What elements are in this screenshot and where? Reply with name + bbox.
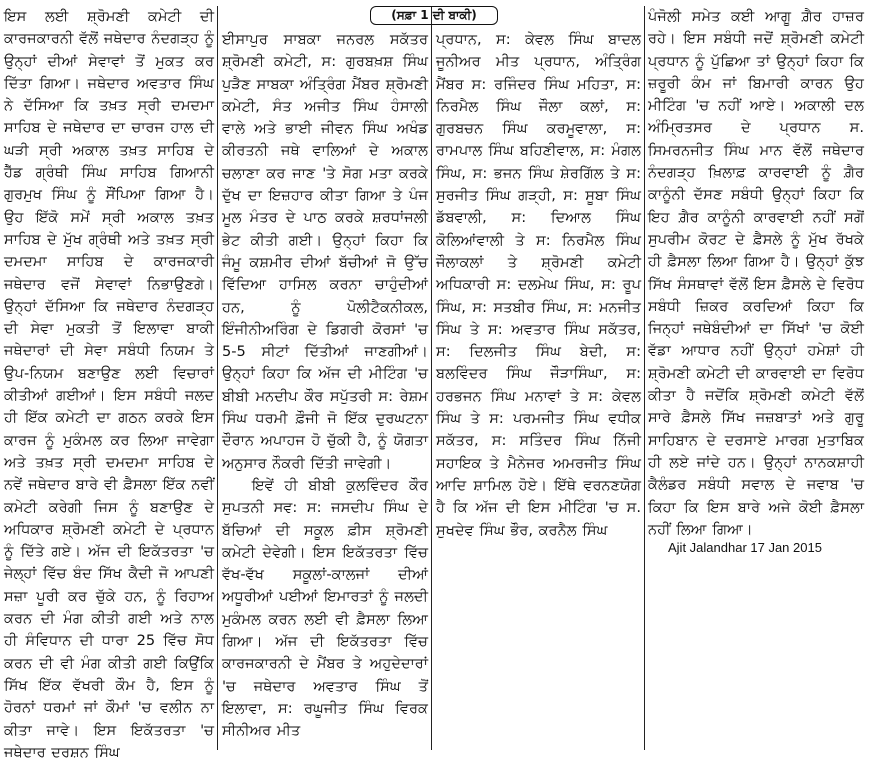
continued-from-page-label: (ਸਫ਼ਾ 1 ਦੀ ਬਾਕੀ) (370, 6, 498, 25)
article-column-2 (222, 29, 428, 749)
paragraph: ਈਸਾਪੁਰ ਸਾਬਕਾ ਜਨਰਲ ਸਕੱਤਰ ਸ਼੍ਰੋਮਣੀ ਕਮੇਟੀ, ਸ: ਗੁਰਬਖ਼ਸ਼ ਸਿੰਘ ਪੁੜੈਣ ਸਾਬਕਾ ਅੰਤ੍ਰਿੰਗ ਮੈਂਬਰ ਸ਼੍ਰੋਮਣੀ ਕਮੇਟੀ, ਸੰਤ ਅਜੀਤ ਸਿੰਘ ਹੰਸਾਲੀ ਵਾਲੇ ਅਤੇ ਭਾਈ ਜੀਵਨ ਸਿੰਘ ਅਖੰਡ ਕੀਰਤਨੀ ਜਥੇ ਵਾਲਿਆਂ ਦੇ ਅਕਾਲ ਚਲਾਣਾ ਕਰ ਜਾਣ 'ਤੇ ਸੋਗ ਮਤਾ ਕਰਕੇ ਦੁੱਖ ਦਾ ਇਜ਼ਹਾਰ ਕੀਤਾ ਗਿਆ ਤੇ ਪੰਜ ਮੂਲ ਮੰਤਰ ਦੇ ਪਾਠ ਕਰਕੇ ਸ਼ਰਧਾਂਜਲੀ ਭੇਟ ਕੀਤੀ ਗਈ। ਉਨ੍ਹਾਂ ਕਿਹਾ ਕਿ ਜੰਮੂ ਕਸ਼ਮੀਰ ਦੀਆਂ ਬੱਚੀਆਂ ਜੋ ਉੱਚ ਵਿੱਦਿਆ ਹਾਸਿਲ ਕਰਨਾ ਚਾਹੁੰਦੀਆਂ ਹਨ, ਨੂੰ ਪੋਲੀਟੈਕਨੀਕਲ, ਇੰਜੀਨੀਅਰਿੰਗ ਦੇ ਡਿਗਰੀ ਕੋਰਸਾਂ 'ਚ 5-5 ਸੀਟਾਂ ਦਿੱਤੀਆਂ ਜਾਣਗੀਆਂ। ਉਨ੍ਹਾਂ ਕਿਹਾ ਕਿ ਅੱਜ ਦੀ ਮੀਟਿੰਗ 'ਚ ਬੀਬੀ ਮਨਦੀਪ ਕੌਰ ਸਪੁੱਤਰੀ ਸ: ਰੇਸ਼ਮ ਸਿੰਘ ਧਰਮੀ ਫ਼ੌਜੀ ਜੋ ਇੱਕ ਦੁਰਘਟਨਾ ਦੌਰਾਨ ਅਪਾਹਜ ਹੋ ਚੁੱਕੀ ਹੈ, ਨੂੰ ਯੋਗਤਾ ਅਨੁਸਾਰ ਨੌਕਰੀ ਦਿੱਤੀ ਜਾਵੇਗੀ। (222, 31, 428, 472)
paragraph: ਇਵੇਂ ਹੀ ਬੀਬੀ ਕੁਲਵਿੰਦਰ ਕੌਰ ਸੁਪਤਨੀ ਸਵ: ਸ: ਜਸਦੀਪ ਸਿੰਘ ਦੇ ਬੱਚਿਆਂ ਦੀ ਸਕੂਲ ਫ਼ੀਸ ਸ਼੍ਰੋਮਣੀ ਕਮੇਟੀ ਦੇਵੇਗੀ। ਇਸ ਇਕੱਤਰਤਾ ਵਿੱਚ ਵੱਖ-ਵੱਖ ਸਕੂਲਾਂ-ਕਾਲਜਾਂ ਦੀਆਂ ਅਧੂਰੀਆਂ ਪਈਆਂ ਇਮਾਰਤਾਂ ਨੂੰ ਜਲਦੀ ਮੁਕੰਮਲ ਕਰਨ ਲਈ ਵੀ ਫ਼ੈਸਲਾ ਲਿਆ ਗਿਆ। ਅੱਜ ਦੀ ਇਕੱਤਰਤਾ ਵਿੱਚ ਕਾਰਜਕਾਰਨੀ ਦੇ ਮੈਂਬਰ ਤੇ ਅਹੁਦੇਦਾਰਾਂ 'ਚ ਜਥੇਦਾਰ ਅਵਤਾਰ ਸਿੰਘ ਤੋਂ ਇਲਾਵਾ, ਸ: ਰਘੂਜੀਤ ਸਿੰਘ ਵਿਰਕ ਸੀਨੀਅਰ ਮੀਤ (222, 476, 428, 740)
paragraph: ਪ੍ਰਧਾਨ, ਸ: ਕੇਵਲ ਸਿੰਘ ਬਾਦਲ ਜੂਨੀਅਰ ਮੀਤ ਪ੍ਰਧਾਨ, ਅੰਤ੍ਰਿੰਗ ਮੈਂਬਰ ਸ: ਰਜਿੰਦਰ ਸਿੰਘ ਮਹਿਤਾ, ਸ: ਨਿਰਮੈਲ ਸਿੰਘ ਜੌਲਾ ਕਲਾਂ, ਸ: ਗੁਰਬਚਨ ਸਿੰਘ ਕਰਮੂਵਾਲਾ, ਸ: ਰਾਮਪਾਲ ਸਿੰਘ ਬਹਿਣੀਵਾਲ, ਸ: ਮੰਗਲ ਸਿੰਘ, ਸ: ਭਜਨ ਸਿੰਘ ਸ਼ੇਰਗਿੱਲ ਤੇ ਸ: ਸੁਰਜੀਤ ਸਿੰਘ ਗੜ੍ਹੀ, ਸ: ਸੂਬਾ ਸਿੰਘ ਡੱਬਵਾਲੀ, ਸ: ਦਿਆਲ ਸਿੰਘ ਕੋਲਿਆਂਵਾਲੀ ਤੇ ਸ: ਨਿਰਮੈਲ ਸਿੰਘ ਜੌਲਾਕਲਾਂ ਤੇ ਸ਼੍ਰੋਮਣੀ ਕਮੇਟੀ ਅਧਿਕਾਰੀ ਸ: ਦਲਮੇਘ ਸਿੰਘ, ਸ: ਰੂਪ ਸਿੰਘ, ਸ: ਸਤਬੀਰ ਸਿੰਘ, ਸ: ਮਨਜੀਤ ਸਿੰਘ ਤੇ ਸ: ਅਵਤਾਰ ਸਿੰਘ ਸਕੱਤਰ, ਸ: ਦਿਲਜੀਤ ਸਿੰਘ ਬੇਦੀ, ਸ: ਬਲਵਿੰਦਰ ਸਿੰਘ ਜੌੜਾਸਿੰਘਾ, ਸ: ਹਰਭਜਨ ਸਿੰਘ ਮਨਾਵਾਂ ਤੇ ਸ: ਕੇਵਲ ਸਿੰਘ ਤੇ ਸ: ਪਰਮਜੀਤ ਸਿੰਘ ਵਧੀਕ ਸਕੱਤਰ, ਸ: ਸਤਿੰਦਰ ਸਿੰਘ ਨਿੱਜੀ ਸਹਾਇਕ ਤੇ ਮੈਨੇਜਰ ਅਮਰਜੀਤ ਸਿੰਘ ਆਦਿ ਸ਼ਾਮਿਲ ਹੋਏ। ਇੱਥੇ ਵਰਨਣਯੋਗ ਹੈ ਕਿ ਅੱਜ ਦੀ ਇਸ ਮੀਟਿੰਗ 'ਚ ਸ. ਸੁਖਦੇਵ ਸਿੰਘ ਭੌਰ, ਕਰਨੈਲ ਸਿੰਘ (436, 31, 641, 539)
article-column-1 (4, 6, 214, 761)
source-caption: Ajit Jalandhar 17 Jan 2015 (668, 540, 822, 555)
column-rule (217, 6, 218, 750)
article-column-3 (436, 29, 641, 749)
column-rule (431, 6, 432, 750)
article-column-4 (648, 6, 864, 750)
paragraph: ਪੰਜੋਲੀ ਸਮੇਤ ਕਈ ਆਗੂ ਗ਼ੈਰ ਹਾਜ਼ਰ ਰਹੇ। ਇਸ ਸਬੰਧੀ ਜਦੋਂ ਸ਼੍ਰੋਮਣੀ ਕਮੇਟੀ ਪ੍ਰਧਾਨ ਨੂੰ ਪੁੱਛਿਆ ਤਾਂ ਉਨ੍ਹਾਂ ਕਿਹਾ ਕਿ ਜ਼ਰੂਰੀ ਕੰਮ ਜਾਂ ਬਿਮਾਰੀ ਕਾਰਨ ਉਹ ਮੀਟਿੰਗ 'ਚ ਨਹੀਂ ਆਏ। ਅਕਾਲੀ ਦਲ ਅੰਮ੍ਰਿਤਸਰ ਦੇ ਪ੍ਰਧਾਨ ਸ. ਸਿਮਰਨਜੀਤ ਸਿੰਘ ਮਾਨ ਵੱਲੋਂ ਜਥੇਦਾਰ ਨੰਦਗੜ੍ਹ ਖ਼ਿਲਾਫ਼ ਕਾਰਵਾਈ ਨੂੰ ਗ਼ੈਰ ਕਾਨੂੰਨੀ ਦੱਸਣ ਸਬੰਧੀ ਉਨ੍ਹਾਂ ਕਿਹਾ ਕਿ ਇਹ ਗ਼ੈਰ ਕਾਨੂੰਨੀ ਕਾਰਵਾਈ ਨਹੀਂ ਸਗੋਂ ਸੁਪਰੀਮ ਕੋਰਟ ਦੇ ਫ਼ੈਸਲੇ ਨੂੰ ਮੁੱਖ ਰੱਖਕੇ ਹੀ ਫ਼ੈਸਲਾ ਲਿਆ ਗਿਆ ਹੈ। ਉਨ੍ਹਾਂ ਕੁੱਝ ਸਿੱਖ ਸੰਸਥਾਵਾਂ ਵੱਲੋਂ ਇਸ ਫ਼ੈਸਲੇ ਦੇ ਵਿਰੋਧ ਸਬੰਧੀ ਜ਼ਿਕਰ ਕਰਦਿਆਂ ਕਿਹਾ ਕਿ ਜਿਨ੍ਹਾਂ ਜਥੇਬੰਦੀਆਂ ਦਾ ਸਿੱਖਾਂ 'ਚ ਕੋਈ ਵੱਡਾ ਆਧਾਰ ਨਹੀਂ ਉਨ੍ਹਾਂ ਹਮੇਸ਼ਾਂ ਹੀ ਸ਼੍ਰੋਮਣੀ ਕਮੇਟੀ ਦੀ ਕਾਰਵਾਈ ਦਾ ਵਿਰੋਧ ਕੀਤਾ ਹੈ ਜਦੋਂਕਿ ਸ਼੍ਰੋਮਣੀ ਕਮੇਟੀ ਵੱਲੋਂ ਸਾਰੇ ਫ਼ੈਸਲੇ ਸਿੱਖ ਜਜ਼ਬਾਤਾਂ ਅਤੇ ਗੁਰੂ ਸਾਹਿਬਾਨ ਦੇ ਦਰਸਾਏ ਮਾਰਗ ਮੁਤਾਬਿਕ ਹੀ ਲਏ ਜਾਂਦੇ ਹਨ। ਉਨ੍ਹਾਂ ਨਾਨਕਸ਼ਾਹੀ ਕੈਲੰਡਰ ਸਬੰਧੀ ਸਵਾਲ ਦੇ ਜਵਾਬ 'ਚ ਕਿਹਾ ਕਿ ਇਸ ਬਾਰੇ ਅਜੇ ਕੋਈ ਫ਼ੈਸਲਾ ਨਹੀਂ ਲਿਆ ਗਿਆ। (648, 8, 864, 538)
paragraph: ਇਸ ਲਈ ਸ਼੍ਰੋਮਣੀ ਕਮੇਟੀ ਦੀ ਕਾਰਜਕਾਰਨੀ ਵੱਲੋਂ ਜਥੇਦਾਰ ਨੰਦਗੜ੍ਹ ਨੂੰ ਉਨ੍ਹਾਂ ਦੀਆਂ ਸੇਵਾਵਾਂ ਤੋਂ ਮੁਕਤ ਕਰ ਦਿੱਤਾ ਗਿਆ। ਜਥੇਦਾਰ ਅਵਤਾਰ ਸਿੰਘ ਨੇ ਦੱਸਿਆ ਕਿ ਤਖ਼ਤ ਸ੍ਰੀ ਦਮਦਮਾ ਸਾਹਿਬ ਦੇ ਜਥੇਦਾਰ ਦਾ ਚਾਰਜ ਹਾਲ ਦੀ ਘੜੀ ਸ੍ਰੀ ਅਕਾਲ ਤਖ਼ਤ ਸਾਹਿਬ ਦੇ ਹੈੱਡ ਗ੍ਰੰਥੀ ਸਿੰਘ ਸਾਹਿਬ ਗਿਆਨੀ ਗੁਰਮੁਖ ਸਿੰਘ ਨੂੰ ਸੌਂਪਿਆ ਗਿਆ ਹੈ। ਉਹ ਇੱਕੋ ਸਮੇਂ ਸ੍ਰੀ ਅਕਾਲ ਤਖ਼ਤ ਸਾਹਿਬ ਦੇ ਮੁੱਖ ਗ੍ਰੰਥੀ ਅਤੇ ਤਖ਼ਤ ਸ੍ਰੀ ਦਮਦਮਾ ਸਾਹਿਬ ਦੇ ਕਾਰਜਕਾਰੀ ਜਥੇਦਾਰ ਵਜੋਂ ਸੇਵਾਵਾਂ ਨਿਭਾਉਣਗੇ। ਉਨ੍ਹਾਂ ਦੱਸਿਆ ਕਿ ਜਥੇਦਾਰ ਨੰਦਗੜ੍ਹ ਦੀ ਸੇਵਾ ਮੁਕਤੀ ਤੋਂ ਇਲਾਵਾ ਬਾਕੀ ਜਥੇਦਾਰਾਂ ਦੀ ਸੇਵਾ ਸਬੰਧੀ ਨਿਯਮ ਤੇ ਉਪ-ਨਿਯਮ ਬਣਾਉਣ ਲਈ ਵਿਚਾਰਾਂ ਕੀਤੀਆਂ ਗਈਆਂ। ਇਸ ਸਬੰਧੀ ਜਲਦ ਹੀ ਇੱਕ ਕਮੇਟੀ ਦਾ ਗਠਨ ਕਰਕੇ ਇਸ ਕਾਰਜ ਨੂੰ ਮੁਕੰਮਲ ਕਰ ਲਿਆ ਜਾਵੇਗਾ ਅਤੇ ਤਖ਼ਤ ਸ੍ਰੀ ਦਮਦਮਾ ਸਾਹਿਬ ਦੇ ਨਵੇਂ ਜਥੇਦਾਰ ਬਾਰੇ ਵੀ ਫ਼ੈਸਲਾ ਇੱਕ ਨਵੀਂ ਕਮੇਟੀ ਕਰੇਗੀ ਜਿਸ ਨੂੰ ਬਣਾਉਣ ਦੇ ਅਧਿਕਾਰ ਸ਼੍ਰੋਮਣੀ ਕਮੇਟੀ ਦੇ ਪ੍ਰਧਾਨ ਨੂੰ ਦਿੱਤੇ ਗਏ। ਅੱਜ ਦੀ ਇਕੱਤਰਤਾ 'ਚ ਜੇਲ੍ਹਾਂ ਵਿੱਚ ਬੰਦ ਸਿੱਖ ਕੈਦੀ ਜੋ ਆਪਣੀ ਸਜ਼ਾ ਪੂਰੀ ਕਰ ਚੁੱਕੇ ਹਨ, ਨੂੰ ਰਿਹਾਅ ਕਰਨ ਦੀ ਮੰਗ ਕੀਤੀ ਗਈ ਅਤੇ ਨਾਲ ਹੀ ਸੰਵਿਧਾਨ ਦੀ ਧਾਰਾ 25 ਵਿੱਚ ਸੋਧ ਕਰਨ ਦੀ ਵੀ ਮੰਗ ਕੀਤੀ ਗਈ ਕਿਉਂਕਿ ਸਿੱਖ ਇੱਕ ਵੱਖਰੀ ਕੌਮ ਹੈ, ਇਸ ਨੂੰ ਹੋਰਨਾਂ ਧਰਮਾਂ ਜਾਂ ਕੌਮਾਂ 'ਚ ਵਲੀਨ ਨਾ ਕੀਤਾ ਜਾਵੇ। ਇਸ ਇਕੱਤਰਤਾ 'ਚ ਜਥੇਦਾਰ ਦਰਸ਼ਨ ਸਿੰਘ (4, 8, 214, 761)
column-rule (644, 6, 645, 750)
